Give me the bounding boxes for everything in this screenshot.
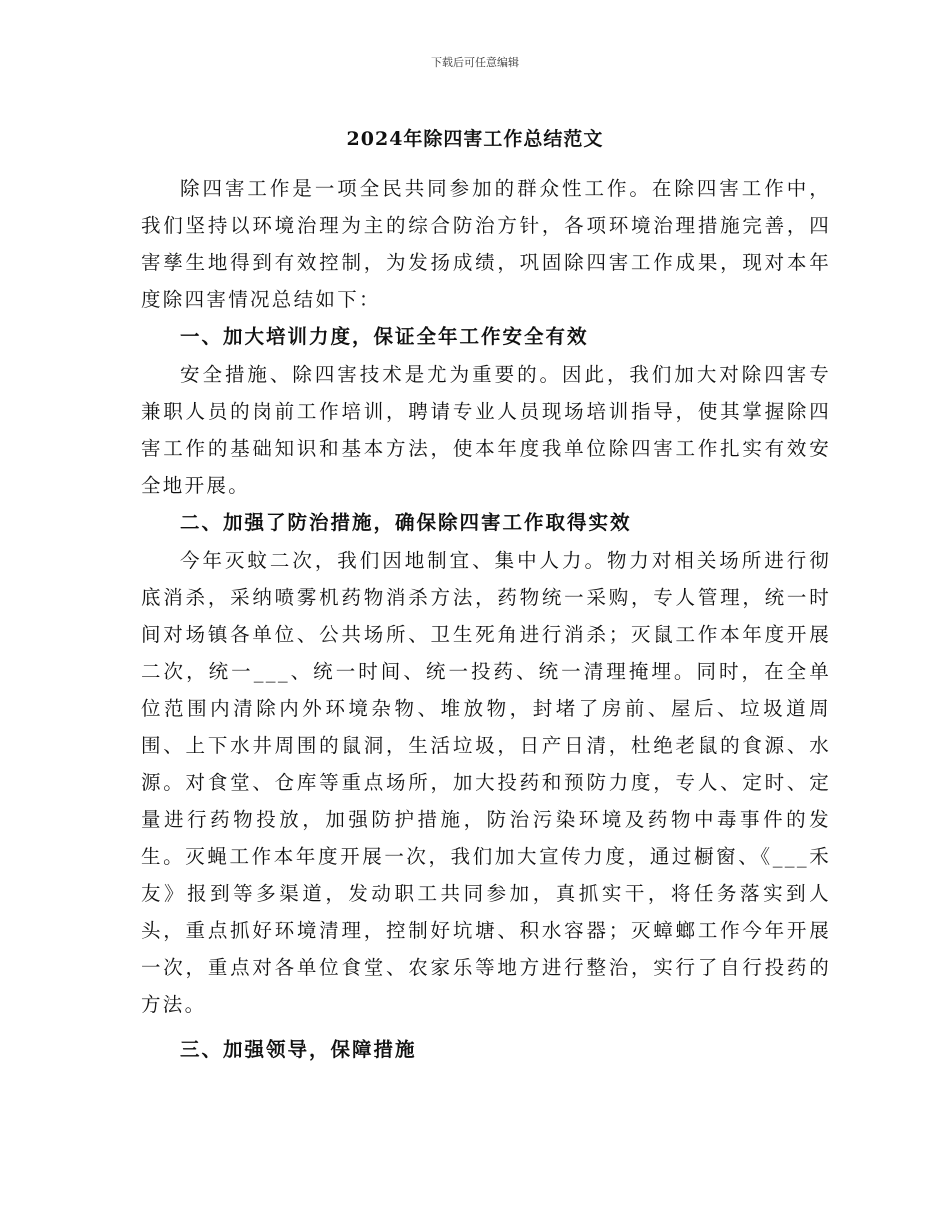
section-2-heading: 二、加强了防治措施，确保除四害工作取得实效 [180, 511, 632, 534]
section-1-heading: 一、加大培训力度，保证全年工作安全有效 [180, 325, 589, 348]
section-3-heading: 三、加强领导，保障措施 [180, 1038, 417, 1061]
section-2-body: 今年灭蚊二次，我们因地制宜、集中人力。物力对相关场所进行彻底消杀，采纳喷雾机药物消杀方法，药物统一采购，专人管理，统一时间对场镇各单位、公共场所、卫生死角进行消杀；灭鼠工作本年度开展二次，统一___、统一时间、统一投药、统一清理掩埋。同时，在全单位范围内清除内外环境杂物、堆放物，封堵了房前、屋后、垃圾道周围、上下水井周围的鼠洞，生活垃圾，日产日清，杜绝老鼠的食源、水源。对食堂、仓库等重点场所，加大投药和预防力度，专人、定时、定量进行药物投放，加强防护措施，防治污染环境及药物中毒事件的发生。灭蝇工作本年度开展一次，我们加大宣传力度，通过橱窗、《___禾友》报到等多渠道，发动职工共同参加，真抓实干，将任务落实到人头，重点抓好环境清理，控制好坑塘、积水容器；灭蟑螂工作今年开展一次，重点对各单位食堂、农家乐等地方进行整治，实行了自行投药的方法。 [141, 549, 831, 1016]
document-title: 2024年除四害工作总结范文 [346, 128, 604, 150]
document-body [141, 170, 831, 1069]
header-note: 下载后可任意编辑 [431, 56, 519, 69]
section-1-body: 安全措施、除四害技术是尤为重要的。因此，我们加大对除四害专兼职人员的岗前工作培训，聘请专业人员现场培训指导，使其掌握除四害工作的基础知识和基本方法，使本年度我单位除四害工作扎实有效安全地开展。 [141, 363, 831, 497]
intro-paragraph: 除四害工作是一项全民共同参加的群众性工作。在除四害工作中，我们坚持以环境治理为主的综合防治方针，各项环境治理措施完善，四害孳生地得到有效控制，为发扬成绩，巩固除四害工作成果，现对本年度除四害情况总结如下： [141, 177, 831, 311]
